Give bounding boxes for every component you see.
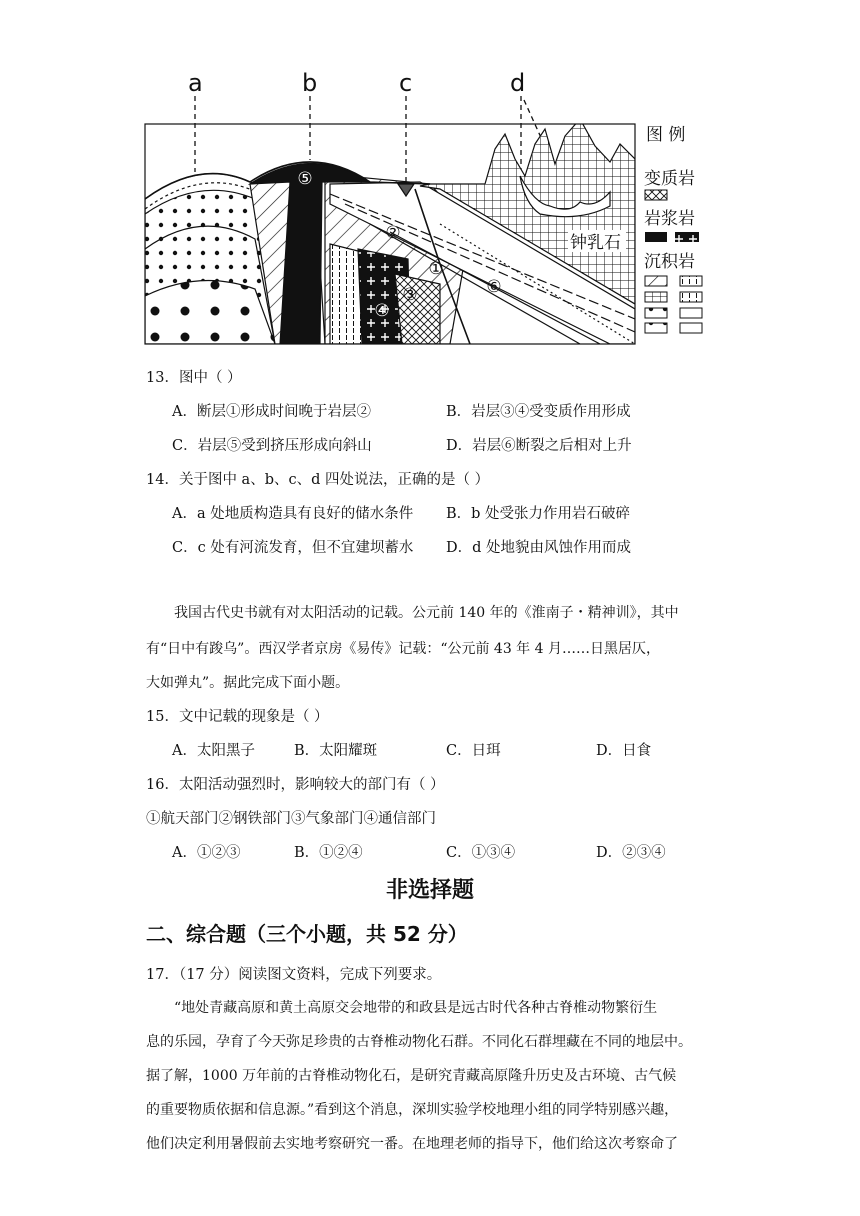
q13-option-a: A．断层①形成时间晚于岩层② — [172, 404, 371, 420]
q15-option-d: D．日食 — [596, 743, 652, 759]
q15-stem: 15．文中记载的现象是（ ） — [146, 709, 329, 725]
q16-option-c: C．①③④ — [446, 845, 516, 861]
legend-metamorphic: 变质岩 — [644, 169, 695, 189]
q17-line2: 息的乐园，孕育了今天弥足珍贵的古脊椎动物化石群。不同化石群埋藏在不同的地层中。 — [146, 1034, 692, 1050]
section-title: 非选择题 — [385, 878, 474, 903]
q15-option-b: B．太阳耀斑 — [294, 743, 378, 759]
q17-line4: 的重要物质依据和信息源。”看到这个消息，深圳实验学校地理小组的同学特别感兴趣， — [146, 1102, 679, 1118]
layer-5-label: ⑤ — [297, 169, 313, 189]
layer-2-label: ② — [385, 223, 401, 243]
q13-option-b: B．岩层③④受变质作用形成 — [446, 404, 631, 420]
label-d: d — [510, 69, 526, 97]
legend-sedimentary: 沉积岩 — [644, 252, 695, 272]
label-b: b — [302, 69, 318, 97]
legend-igneous: 岩浆岩 — [644, 209, 695, 229]
layer-6-label: ⑥ — [486, 277, 502, 297]
cave-label: 钟乳石 — [570, 233, 621, 253]
legend — [644, 125, 702, 333]
layer-1-label: ① — [428, 259, 444, 279]
legend-title: 图 例 — [646, 125, 686, 145]
label-a: a — [188, 69, 203, 97]
q13-stem: 13．图中（ ） — [146, 370, 242, 386]
layer-3-label: ③ — [402, 285, 418, 305]
layer-4-label: ④ — [374, 301, 390, 321]
q14-option-c: C．c 处有河流发育，但不宜建坝蓄水 — [172, 540, 414, 556]
q14-stem: 14．关于图中 a、b、c、d 四处说法，正确的是（ ） — [146, 472, 490, 488]
q14-option-a: A．a 处地质构造具有良好的储水条件 — [172, 506, 414, 522]
q16-option-b: B．①②④ — [294, 845, 363, 861]
q13-option-c: C．岩层⑤受到挤压形成向斜山 — [172, 438, 372, 454]
q16-option-a: A．①②③ — [172, 845, 241, 861]
q16-stem: 16．太阳活动强烈时，影响较大的部门有（ ） — [146, 777, 445, 793]
q13-option-d: D．岩层⑥断裂之后相对上升 — [446, 438, 632, 454]
q14-option-b: B．b 处受张力作用岩石破碎 — [446, 506, 631, 522]
q16-items: ①航天部门②钢铁部门③气象部门④通信部门 — [146, 811, 436, 827]
label-c: c — [399, 69, 413, 97]
q17-stem: 17．（17 分）阅读图文资料，完成下列要求。 — [146, 967, 442, 983]
q16-option-d: D．②③④ — [596, 845, 666, 861]
passage1-line1: 我国古代史书就有对太阳活动的记载。公元前 140 年的《淮南子・精神训》，其中 — [174, 605, 679, 621]
passage1-line3: 大如弹丸”。据此完成下面小题。 — [146, 675, 350, 691]
q14-option-d: D．d 处地貌由风蚀作用而成 — [446, 540, 632, 556]
q17-line3: 据了解，1000 万年前的古脊椎动物化石，是研究青藏高原隆升历史及古环境、古气候 — [146, 1068, 677, 1084]
passage1-line2: 有“日中有踆乌”。西汉学者京房《易传》记载：“公元前 43 年 4 月……日黑居仄， — [146, 641, 660, 657]
geology-diagram — [140, 64, 720, 354]
q15-option-a: A．太阳黑子 — [172, 743, 255, 759]
section2-heading: 二、综合题（三个小题，共 52 分） — [146, 922, 468, 946]
q17-line5: 他们决定利用暑假前去实地考察研究一番。在地理老师的指导下，他们给这次考察命了 — [146, 1136, 678, 1152]
q15-option-c: C．日珥 — [446, 743, 501, 759]
q17-line1: “地处青藏高原和黄土高原交会地带的和政县是远古时代各种古脊椎动物繁衍生 — [174, 1000, 658, 1016]
